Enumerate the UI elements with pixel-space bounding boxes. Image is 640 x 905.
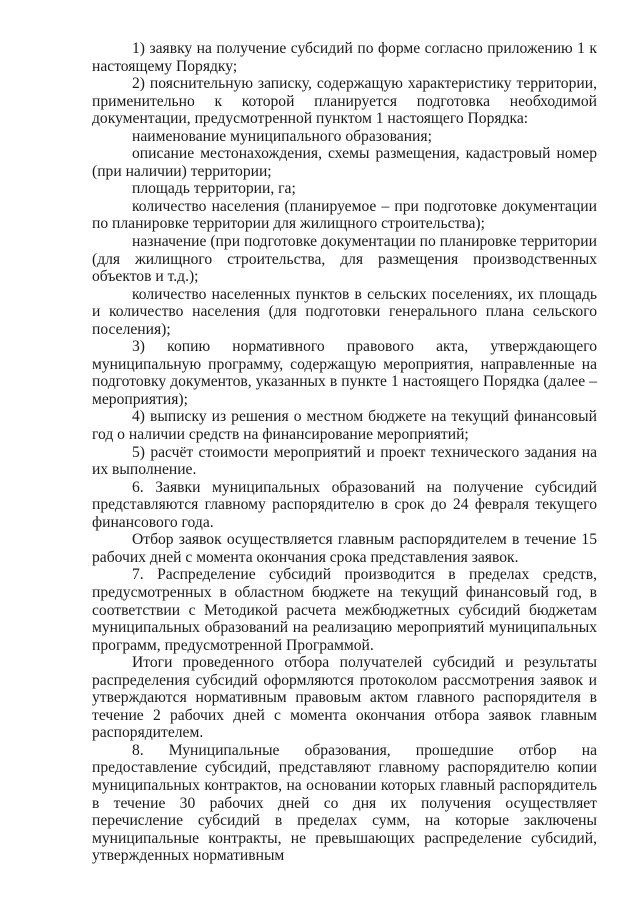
paragraph-item-4-budget-extract: 4) выписку из решения о местном бюджете на текущий финансовый год о наличии средств на финансирование мероприятий; [92,408,597,444]
paragraph-item-1-application: 1) заявку на получение субсидий по форме согласно приложению 1 к настоящему Порядку; [92,40,597,75]
paragraph-location-description: описание местонахождения, схемы размещения, кадастровый номер (при наличии) территории; [92,145,597,180]
paragraph-settlements-count: количество населенных пунктов в сельских поселениях, их площадь и количество населения (для подготовки генерального плана сельского поселения); [92,285,597,338]
paragraph-territory-area: площадь территории, га; [132,180,296,198]
paragraph-selection-period: Отбор заявок осуществляется главным распорядителем в течение 15 рабочих дней с момента окончания срока представления заявок. [92,531,597,566]
paragraph-section-7-distribution: 7. Распределение субсидий производится в пределах средств, предусмотренных в областном бюджете на текущий финансовый год, в соответствии с Методикой расчета межбюджетных субсидий бюджетам муниципальных образований на реализацию мероприятий муниципальных программ, предусмотренной Программой. [92,566,597,654]
paragraph-item-3-legal-act: 3) копию нормативного правового акта, утверждающего муниципальную программу, содержащую мероприятия, направленные на подготовку документов, указанных в пункте 1 настоящего Порядка (далее – мероприятия); [92,338,597,408]
paragraph-selection-results: Итоги проведенного отбора получателей субсидий и результаты распределения субсидий оформляются протоколом рассмотрения заявок и утверждаются нормативным правовым актом главного распорядителя в течение 2 рабочих дней с момента окончания отбора заявок главным распорядителем. [92,654,597,742]
paragraph-population: количество населения (планируемое – при подготовке документации по планировке территории для жилищного строительства); [92,197,597,233]
paragraph-item-5-cost-estimate: 5) расчёт стоимости мероприятий и проект технического задания на их выполнение. [92,443,597,479]
paragraph-purpose: назначение (при подготовке документации по планировке территории (для жилищного строительства, для размещения производственных объектов и т.д.); [92,233,597,286]
document-page [92,40,597,865]
paragraph-municipality-name: наименование муниципального образования; [132,127,432,145]
paragraph-item-2-explanatory-note: 2) пояснительную записку, содержащую характеристику территории, применительно к которой планируется подготовка необходимой документации, предусмотренной пунктом 1 настоящего Порядка: [92,75,597,128]
paragraph-section-6-applications: 6. Заявки муниципальных образований на получение субсидий представляются главному распорядителю в срок до 24 февраля текущего финансового года. [92,478,597,531]
paragraph-section-8-contracts: 8. Муниципальные образования, прошедшие отбор на предоставление субсидий, представляют главному распорядителю копии муниципальных контрактов, на основании которых главный распорядитель в течение 30 рабочих дней со дня их получения осуществляет перечисление субсидий в пределах сумм, на которые заключены муниципальные контракты, не превышающих распределение субсидий, утвержденных нормативным [92,741,597,865]
